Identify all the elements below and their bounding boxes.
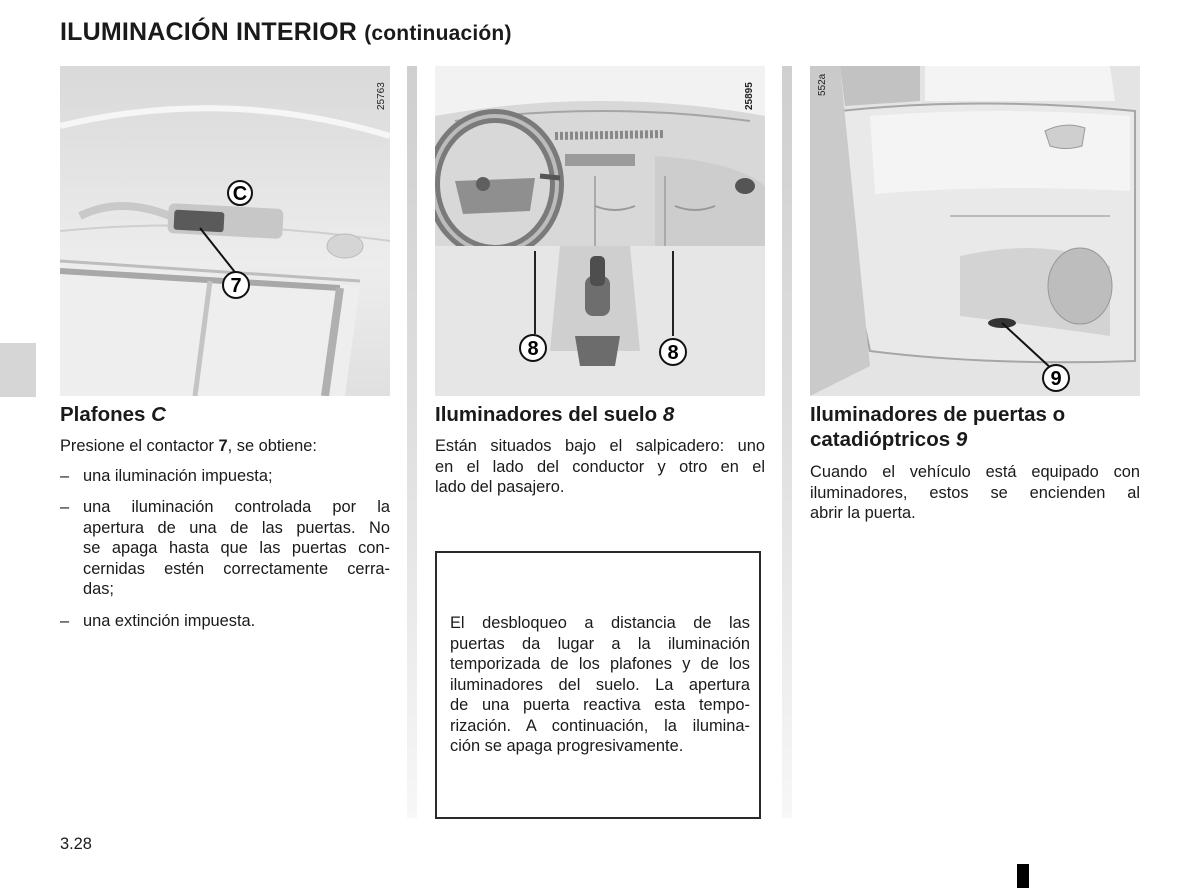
callout-9-label: 9 xyxy=(1050,368,1062,390)
note-line: iluminadores del suelo. La apertura xyxy=(450,675,750,694)
column-divider-right xyxy=(782,66,792,818)
intro-suffix: , se obtiene: xyxy=(227,437,317,455)
paragraph-line: abrir la puerta. xyxy=(810,504,916,522)
paragraph-line: en el lado del conductor y otro en el xyxy=(435,457,765,476)
corner-marker xyxy=(1017,864,1029,888)
paragraph-line: Están situados bajo el salpicadero: uno xyxy=(435,437,765,455)
callout-C xyxy=(228,181,252,205)
bullet-line: una iluminación impuesta; xyxy=(83,467,273,485)
figure-dashboard xyxy=(435,66,765,396)
note-text xyxy=(450,613,750,757)
bullet-text xyxy=(83,611,390,632)
puertas-paragraph xyxy=(810,462,1140,524)
bullet-line: das; xyxy=(83,580,114,598)
note-line: rización. A continuación, la ilumina- xyxy=(450,716,750,735)
heading-ref: 9 xyxy=(955,428,968,451)
heading-text: catadióptricos xyxy=(810,428,951,451)
bullet-dash: – xyxy=(60,612,70,630)
note-line: puertas da lugar a la iluminación xyxy=(450,634,750,653)
callout-9 xyxy=(1043,365,1069,391)
intro-paragraph xyxy=(60,436,390,457)
paragraph-line: lado del pasajero. xyxy=(435,478,565,496)
chapter-tab xyxy=(0,343,36,397)
figure-number: 25895 xyxy=(744,82,755,110)
figure-number: 552a xyxy=(817,73,828,96)
column-divider-left xyxy=(407,66,417,818)
heading-ref: 8 xyxy=(662,403,675,426)
note-line: temporizada de los plafones y de los xyxy=(450,655,750,673)
figure-ceiling-light xyxy=(60,66,390,396)
bullet-text xyxy=(83,497,390,600)
callout-8-passenger-label: 8 xyxy=(667,342,679,364)
page-title xyxy=(60,18,512,47)
bullet-line: una iluminación controlada por la xyxy=(83,498,390,516)
section-heading-puertas xyxy=(810,402,1140,452)
page-title-main: ILUMINACIÓN INTERIOR xyxy=(60,18,358,46)
heading-text: Plafones xyxy=(60,403,146,426)
callout-7 xyxy=(223,272,249,298)
heading-line xyxy=(810,427,1140,452)
page-number: 3.28 xyxy=(60,835,92,853)
section-heading-plafones xyxy=(60,402,166,427)
bullet-line: se apaga hasta que las puertas con- xyxy=(83,539,390,557)
bullet-dash: – xyxy=(60,467,70,485)
heading-ref: C xyxy=(151,403,166,426)
callout-8-driver-label: 8 xyxy=(527,338,539,360)
bullet-line: cernidas estén correctamente cerra- xyxy=(83,559,390,578)
paragraph-line: Cuando el vehículo está equipado con xyxy=(810,463,1140,481)
dashboard-illustration xyxy=(435,66,765,396)
callout-7-label: 7 xyxy=(230,275,242,297)
note-line: El desbloqueo a distancia de las xyxy=(450,614,750,632)
intro-ref: 7 xyxy=(218,437,228,455)
section-heading-suelo xyxy=(435,402,674,427)
callout-8-passenger xyxy=(660,339,686,365)
bullet-line: apertura de una de las puertas. No xyxy=(83,518,390,537)
callout-8-driver xyxy=(520,335,546,361)
bullet-text xyxy=(83,466,390,487)
ceiling-light-illustration xyxy=(60,66,390,396)
page-title-sub: (continuación) xyxy=(364,22,512,45)
figure-door xyxy=(810,66,1140,396)
heading-text: Iluminadores del suelo xyxy=(435,403,658,426)
callout-C-label: C xyxy=(232,183,248,205)
bullet-line: una extinción impuesta. xyxy=(83,612,256,630)
suelo-paragraph xyxy=(435,436,765,498)
heading-line: Iluminadores de puertas o xyxy=(810,403,1066,426)
paragraph-line: iluminadores, estos se encienden al xyxy=(810,483,1140,502)
note-line: de una puerta reactiva esta tempo- xyxy=(450,696,750,714)
note-line: ción se apaga progresivamente. xyxy=(450,737,684,755)
door-illustration xyxy=(810,66,1140,396)
figure-number: 25763 xyxy=(376,82,387,110)
bullet-dash: – xyxy=(60,498,70,516)
intro-prefix: Presione el contactor xyxy=(60,437,219,455)
